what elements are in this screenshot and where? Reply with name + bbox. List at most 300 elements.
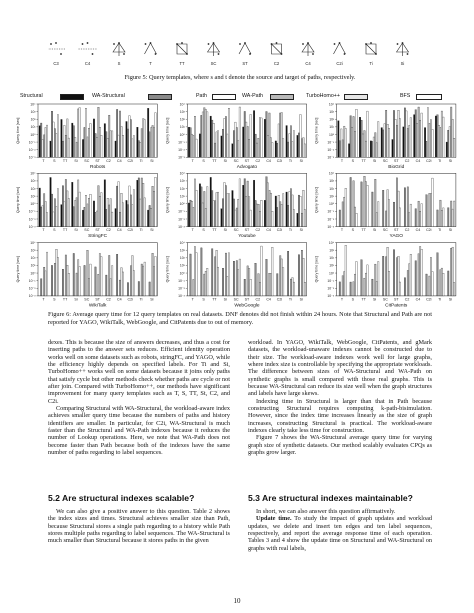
bar (282, 194, 283, 227)
bar (354, 131, 355, 157)
bar (364, 131, 365, 158)
y-tick-label: 10¹ (30, 194, 36, 199)
bar (441, 268, 442, 296)
bar (453, 283, 454, 296)
template-glyph (302, 42, 314, 66)
y-tick-label: 10⁻³ (28, 155, 36, 160)
x-tick-label: Si (74, 158, 78, 163)
bar (74, 200, 75, 226)
bar (150, 208, 151, 226)
bar (201, 187, 202, 227)
bar (443, 208, 444, 227)
bar (222, 129, 223, 157)
bar (147, 210, 148, 227)
bar (381, 128, 382, 158)
bar (152, 125, 153, 157)
bar (304, 144, 305, 157)
y-tick-label: 10⁻¹ (178, 209, 185, 214)
template-glyph (397, 42, 409, 66)
bar (222, 268, 223, 296)
bar (68, 138, 69, 157)
figure6-caption: Figure 6: Average query time for 12 query templates on real datasets. DNF denotes did not finish within 24 hours. Note that Structural and Path are not reported for YAGO, WikiTalk, WebGoogle, and CitPatents due to out of memory. (48, 311, 432, 326)
bar (365, 141, 366, 157)
bar (213, 123, 214, 157)
x-tick-label: ST (393, 297, 399, 302)
bar (430, 120, 431, 158)
bar (222, 199, 223, 227)
bar (350, 177, 351, 226)
bar (281, 113, 282, 158)
bar (43, 194, 44, 227)
section-5-2-heading: 5.2 Are structural indexes scalable? (48, 493, 195, 503)
bar (152, 186, 153, 226)
bar (143, 119, 144, 158)
bar (129, 116, 130, 158)
bar (272, 247, 273, 296)
bar (282, 268, 283, 296)
bar (205, 208, 206, 226)
bar (354, 207, 355, 227)
y-tick-label: 10³ (329, 179, 335, 184)
bar (406, 111, 407, 157)
y-tick-label: 10² (179, 256, 185, 261)
bar (202, 112, 203, 157)
bar (443, 117, 444, 157)
y-tick-label: 10⁻² (28, 147, 36, 152)
x-tick-label: C4 (117, 158, 122, 163)
bar (227, 276, 228, 296)
bar (79, 266, 80, 295)
bar (343, 197, 344, 226)
chart-panel (165, 172, 306, 240)
bar (372, 141, 373, 157)
bar (367, 185, 368, 226)
bar (57, 258, 58, 296)
bar (256, 204, 257, 227)
bar (64, 202, 65, 227)
x-tick-label: C2 (106, 228, 111, 233)
x-tick-label: S (53, 228, 56, 233)
bar (199, 184, 200, 227)
template-label: C4 (84, 61, 91, 66)
y-tick-label: 10⁻² (178, 217, 185, 222)
bar (245, 122, 246, 157)
bar (255, 200, 256, 226)
bar (277, 207, 278, 226)
bar (409, 264, 410, 296)
bar (216, 132, 217, 157)
panel-title: CitPatents (385, 303, 408, 309)
bar (450, 201, 451, 227)
x-tick-label: ST (393, 228, 399, 233)
bar (396, 125, 397, 157)
bar (57, 115, 58, 157)
bar (301, 250, 302, 296)
x-tick-label: Si (223, 158, 227, 163)
x-tick-label: C2i (127, 158, 133, 163)
x-tick-label: C2i (426, 297, 432, 302)
bar (116, 109, 117, 157)
bar (432, 129, 433, 157)
left-paragraph-1: dexes. This is because the size of answers decreases, and thus a cost for inserting paths to the answer sets reduces. Efficient identity operation works well on some datasets such as robots, stringFC, and YAGO, while the efficiency highly depends on specified labels. For Ti and Si, TurboHomo++ works well on some datasets because it joins only paths that satisfy cycle but other methods check whether paths are cycle or not after join. Compared with TurboHomo++, our methods have significant improvement for many query templates such as T, S, TT, St, C2, and C2i. (48, 339, 230, 405)
bar (300, 114, 301, 157)
y-tick-label: 10³ (179, 248, 185, 253)
panel-title: WebGoogle (234, 303, 260, 309)
x-tick-label: SC (233, 297, 239, 302)
bar (348, 144, 349, 158)
x-tick-label: C2 (404, 158, 410, 163)
template-label: SC (210, 61, 217, 66)
bar (289, 134, 290, 158)
left-column (48, 339, 230, 457)
bar (443, 273, 444, 296)
bar (42, 206, 43, 227)
bar (43, 135, 44, 157)
bar (409, 125, 410, 157)
section-5-3-heading: 5.3 Are structural indexes maintainable? (248, 493, 413, 503)
legend-structural: Structural (20, 93, 43, 99)
bar (207, 268, 208, 296)
bar (232, 144, 233, 158)
legend-wa-path: WA-Path (242, 93, 263, 99)
bar (398, 191, 399, 227)
query-templates-figure (48, 38, 428, 68)
bar (204, 108, 205, 157)
y-tick-label: 10⁴ (179, 240, 185, 245)
right-paragraph-1: workload. In YAGO, WikiTalk, WebGoogle, CitPatents, and gMark datasets, the workload-unaware indexes cannot be constructed due to their size. The workload-aware indexes work well for large graphs, where index size is controllable by specifying the appropriate workloads. The difference between sizes of WA-Structural and WA-Path on synthetic graphs is small compared with those real graphs. This is because WA-Structural can reduce its size well when the graph structures and labels have large skews. (248, 339, 432, 398)
bar (345, 129, 346, 158)
bar (342, 202, 343, 227)
bar (90, 123, 91, 157)
bar (416, 124, 417, 158)
bar (418, 107, 419, 157)
x-tick-label: C4 (117, 228, 122, 233)
y-tick-label: 10² (179, 186, 185, 191)
bar (79, 108, 80, 158)
y-tick-label: 10² (179, 117, 185, 122)
bar (290, 279, 291, 296)
bar (50, 141, 51, 157)
bar (155, 113, 156, 158)
bar (255, 134, 256, 157)
x-tick-label: SC (382, 158, 388, 163)
bar (138, 281, 139, 295)
bar (194, 179, 195, 227)
x-tick-label: SC (382, 297, 388, 302)
bar (191, 134, 192, 157)
y-tick-label: 10⁻³ (178, 294, 185, 299)
x-tick-label: S (351, 228, 355, 233)
bar (297, 135, 298, 157)
bar (244, 279, 245, 296)
bar (264, 200, 265, 226)
bar (270, 193, 271, 226)
y-axis-label: Query time [sec] (314, 117, 319, 144)
chart-panel (16, 172, 157, 240)
bar (378, 202, 379, 227)
bar (292, 278, 293, 296)
bar (126, 121, 127, 157)
bar (191, 201, 192, 226)
x-tick-label: SC (84, 228, 90, 233)
bar (339, 210, 340, 227)
x-tick-label: Si (448, 228, 453, 233)
y-tick-label: 10⁰ (30, 132, 36, 137)
x-tick-label: ST (244, 297, 250, 302)
x-tick-label: C2 (106, 158, 111, 163)
bar (418, 201, 419, 226)
y-tick-label: 10⁰ (328, 271, 335, 276)
bar (201, 115, 202, 157)
bar (239, 107, 240, 157)
template-label: Si (400, 61, 405, 66)
bar (430, 194, 431, 227)
bar (115, 141, 116, 157)
panel-title: Robots (90, 164, 106, 170)
bar (432, 178, 433, 227)
legend-bfs: BFS (400, 93, 411, 99)
y-tick-label: 10¹ (30, 125, 36, 130)
bar (250, 279, 251, 296)
y-tick-label: 10⁻³ (28, 224, 36, 229)
bar (53, 212, 54, 227)
bar (339, 282, 340, 296)
bar (387, 124, 388, 157)
bar (429, 123, 430, 157)
bar (372, 279, 373, 296)
x-tick-label: Ti (139, 228, 143, 233)
bar (85, 195, 86, 226)
template-label: ST (242, 61, 248, 66)
bar (76, 273, 77, 296)
bar (119, 111, 120, 157)
x-tick-label: T (340, 297, 344, 302)
template-glyph (239, 42, 251, 66)
bar (122, 272, 123, 296)
bar (440, 270, 441, 296)
x-tick-label: Si (448, 158, 453, 163)
y-tick-label: 10⁰ (179, 271, 185, 276)
bar (155, 177, 156, 226)
bar (243, 185, 244, 226)
bar (204, 274, 205, 296)
y-tick-label: 10⁻³ (327, 155, 335, 160)
bar (225, 253, 226, 296)
bar (87, 250, 88, 296)
bar (293, 131, 294, 158)
bar (250, 210, 251, 227)
bar (193, 207, 194, 226)
bar (93, 201, 94, 227)
bar (194, 116, 195, 157)
template-label: T (149, 61, 152, 66)
chart-panel (315, 241, 456, 309)
bar (301, 139, 302, 157)
legend-wa-structural: WA-Structural (92, 93, 125, 99)
bar (72, 123, 73, 157)
bar (224, 118, 225, 157)
bar (106, 275, 107, 296)
bar (99, 253, 100, 295)
bar (393, 202, 394, 226)
bar (430, 257, 431, 295)
y-tick-label: 10¹ (329, 125, 335, 130)
template-label: S (117, 61, 121, 66)
y-tick-label: 10⁰ (328, 132, 335, 137)
x-tick-label: Si (372, 297, 377, 302)
bar (281, 204, 282, 226)
bar (364, 176, 365, 226)
bar (449, 127, 450, 158)
y-tick-label: 10¹ (329, 263, 335, 268)
bar (130, 195, 131, 227)
template-label: Ti (369, 61, 373, 66)
bar (210, 177, 211, 226)
bar (50, 177, 51, 226)
bar (353, 181, 354, 227)
bar (338, 121, 339, 158)
bar (250, 114, 251, 157)
bar (367, 111, 368, 157)
bar (409, 213, 410, 227)
x-tick-label: ST (95, 297, 100, 302)
x-tick-label: C2 (404, 297, 410, 302)
y-tick-label: 10⁻¹ (28, 209, 36, 214)
y-tick-label: 10⁻³ (178, 224, 185, 229)
bar (62, 186, 63, 227)
y-tick-label: 10³ (30, 248, 36, 253)
bar (46, 212, 47, 226)
bar (253, 180, 254, 226)
x-tick-label: T (191, 297, 194, 302)
x-tick-label: C4 (415, 158, 421, 163)
bar (435, 116, 436, 157)
bar (68, 273, 69, 296)
bar (440, 127, 441, 157)
bar (399, 119, 400, 158)
x-tick-label: C4 (266, 158, 271, 163)
bar (356, 109, 357, 157)
x-tick-label: C4 (117, 297, 122, 302)
template-glyph (334, 42, 346, 66)
x-tick-label: C2 (404, 228, 410, 233)
page-number: 10 (233, 597, 241, 605)
bar (270, 274, 271, 296)
bar (45, 202, 46, 227)
bar (88, 279, 89, 296)
x-tick-label: SC (233, 228, 239, 233)
bar (190, 200, 191, 226)
bar (101, 257, 102, 296)
bar (353, 116, 354, 157)
y-tick-label: 10³ (329, 248, 335, 253)
bar (275, 196, 276, 227)
x-tick-label: C2i (426, 158, 432, 163)
bar (277, 274, 278, 296)
y-tick-label: 10¹ (179, 263, 185, 268)
bar (119, 280, 120, 296)
bar (141, 264, 142, 296)
bar (385, 257, 386, 296)
x-tick-label: S (351, 158, 355, 163)
bar (137, 180, 138, 226)
x-tick-label: Ti (438, 228, 442, 233)
bar (116, 186, 117, 227)
bar (115, 209, 116, 227)
panel-title: StringFC (88, 234, 108, 240)
bar (133, 136, 134, 158)
template-label: TT (179, 61, 185, 66)
bar (40, 279, 41, 296)
bar (398, 256, 399, 296)
bar (293, 210, 294, 227)
bar (364, 278, 365, 296)
bar (65, 135, 66, 157)
panel-title: Advogato (236, 164, 258, 170)
bar (211, 249, 212, 296)
bar (270, 138, 271, 158)
bar (259, 282, 260, 295)
bar (304, 210, 305, 227)
bar (140, 142, 141, 157)
bar (106, 209, 107, 226)
bar (108, 205, 109, 227)
x-tick-label: Si (150, 297, 154, 302)
bar (304, 282, 305, 296)
bar (141, 129, 142, 158)
bar (205, 271, 206, 296)
bar (279, 202, 280, 227)
bar (99, 196, 100, 226)
y-tick-label: 10⁻³ (178, 155, 185, 160)
bar (298, 133, 299, 157)
y-tick-label: 10⁴ (30, 171, 36, 176)
legend-structural-swatch (60, 94, 84, 100)
bar (217, 267, 218, 296)
bar (106, 132, 107, 158)
bar (133, 190, 134, 227)
bar (289, 191, 290, 226)
bar (96, 138, 97, 158)
bar (429, 276, 430, 296)
bar (214, 201, 215, 227)
x-tick-label: C2i (127, 228, 133, 233)
y-tick-label: 10³ (179, 179, 185, 184)
bar (77, 260, 78, 296)
bar (353, 282, 354, 296)
bar (266, 112, 267, 158)
bar (259, 211, 260, 226)
left-paragraph-3: We can also give a positive answer to this question. Table 2 shows the index sizes and times. Structural achieves smaller size than Path, because Structural stores a single path regarding to a history while Path stores multiple paths regarding to label sequences. The WA-Structural is much smaller than Structural because it stores paths in the given (48, 508, 230, 545)
bar (388, 271, 389, 296)
bar (239, 179, 240, 227)
y-tick-label: 10³ (30, 179, 36, 184)
panel-title: WikiTalk (88, 303, 107, 309)
x-tick-label: T (340, 158, 344, 163)
bar (351, 127, 352, 157)
x-tick-label: TT (212, 228, 217, 233)
bar (61, 205, 62, 227)
bar (427, 108, 428, 158)
x-tick-label: Ti (438, 297, 442, 302)
bar (378, 122, 379, 158)
bar (130, 266, 131, 296)
y-tick-label: 10⁰ (179, 132, 185, 137)
bar (290, 126, 291, 158)
bar (448, 130, 449, 157)
y-tick-label: 10⁻¹ (28, 140, 36, 145)
bar (419, 211, 420, 226)
